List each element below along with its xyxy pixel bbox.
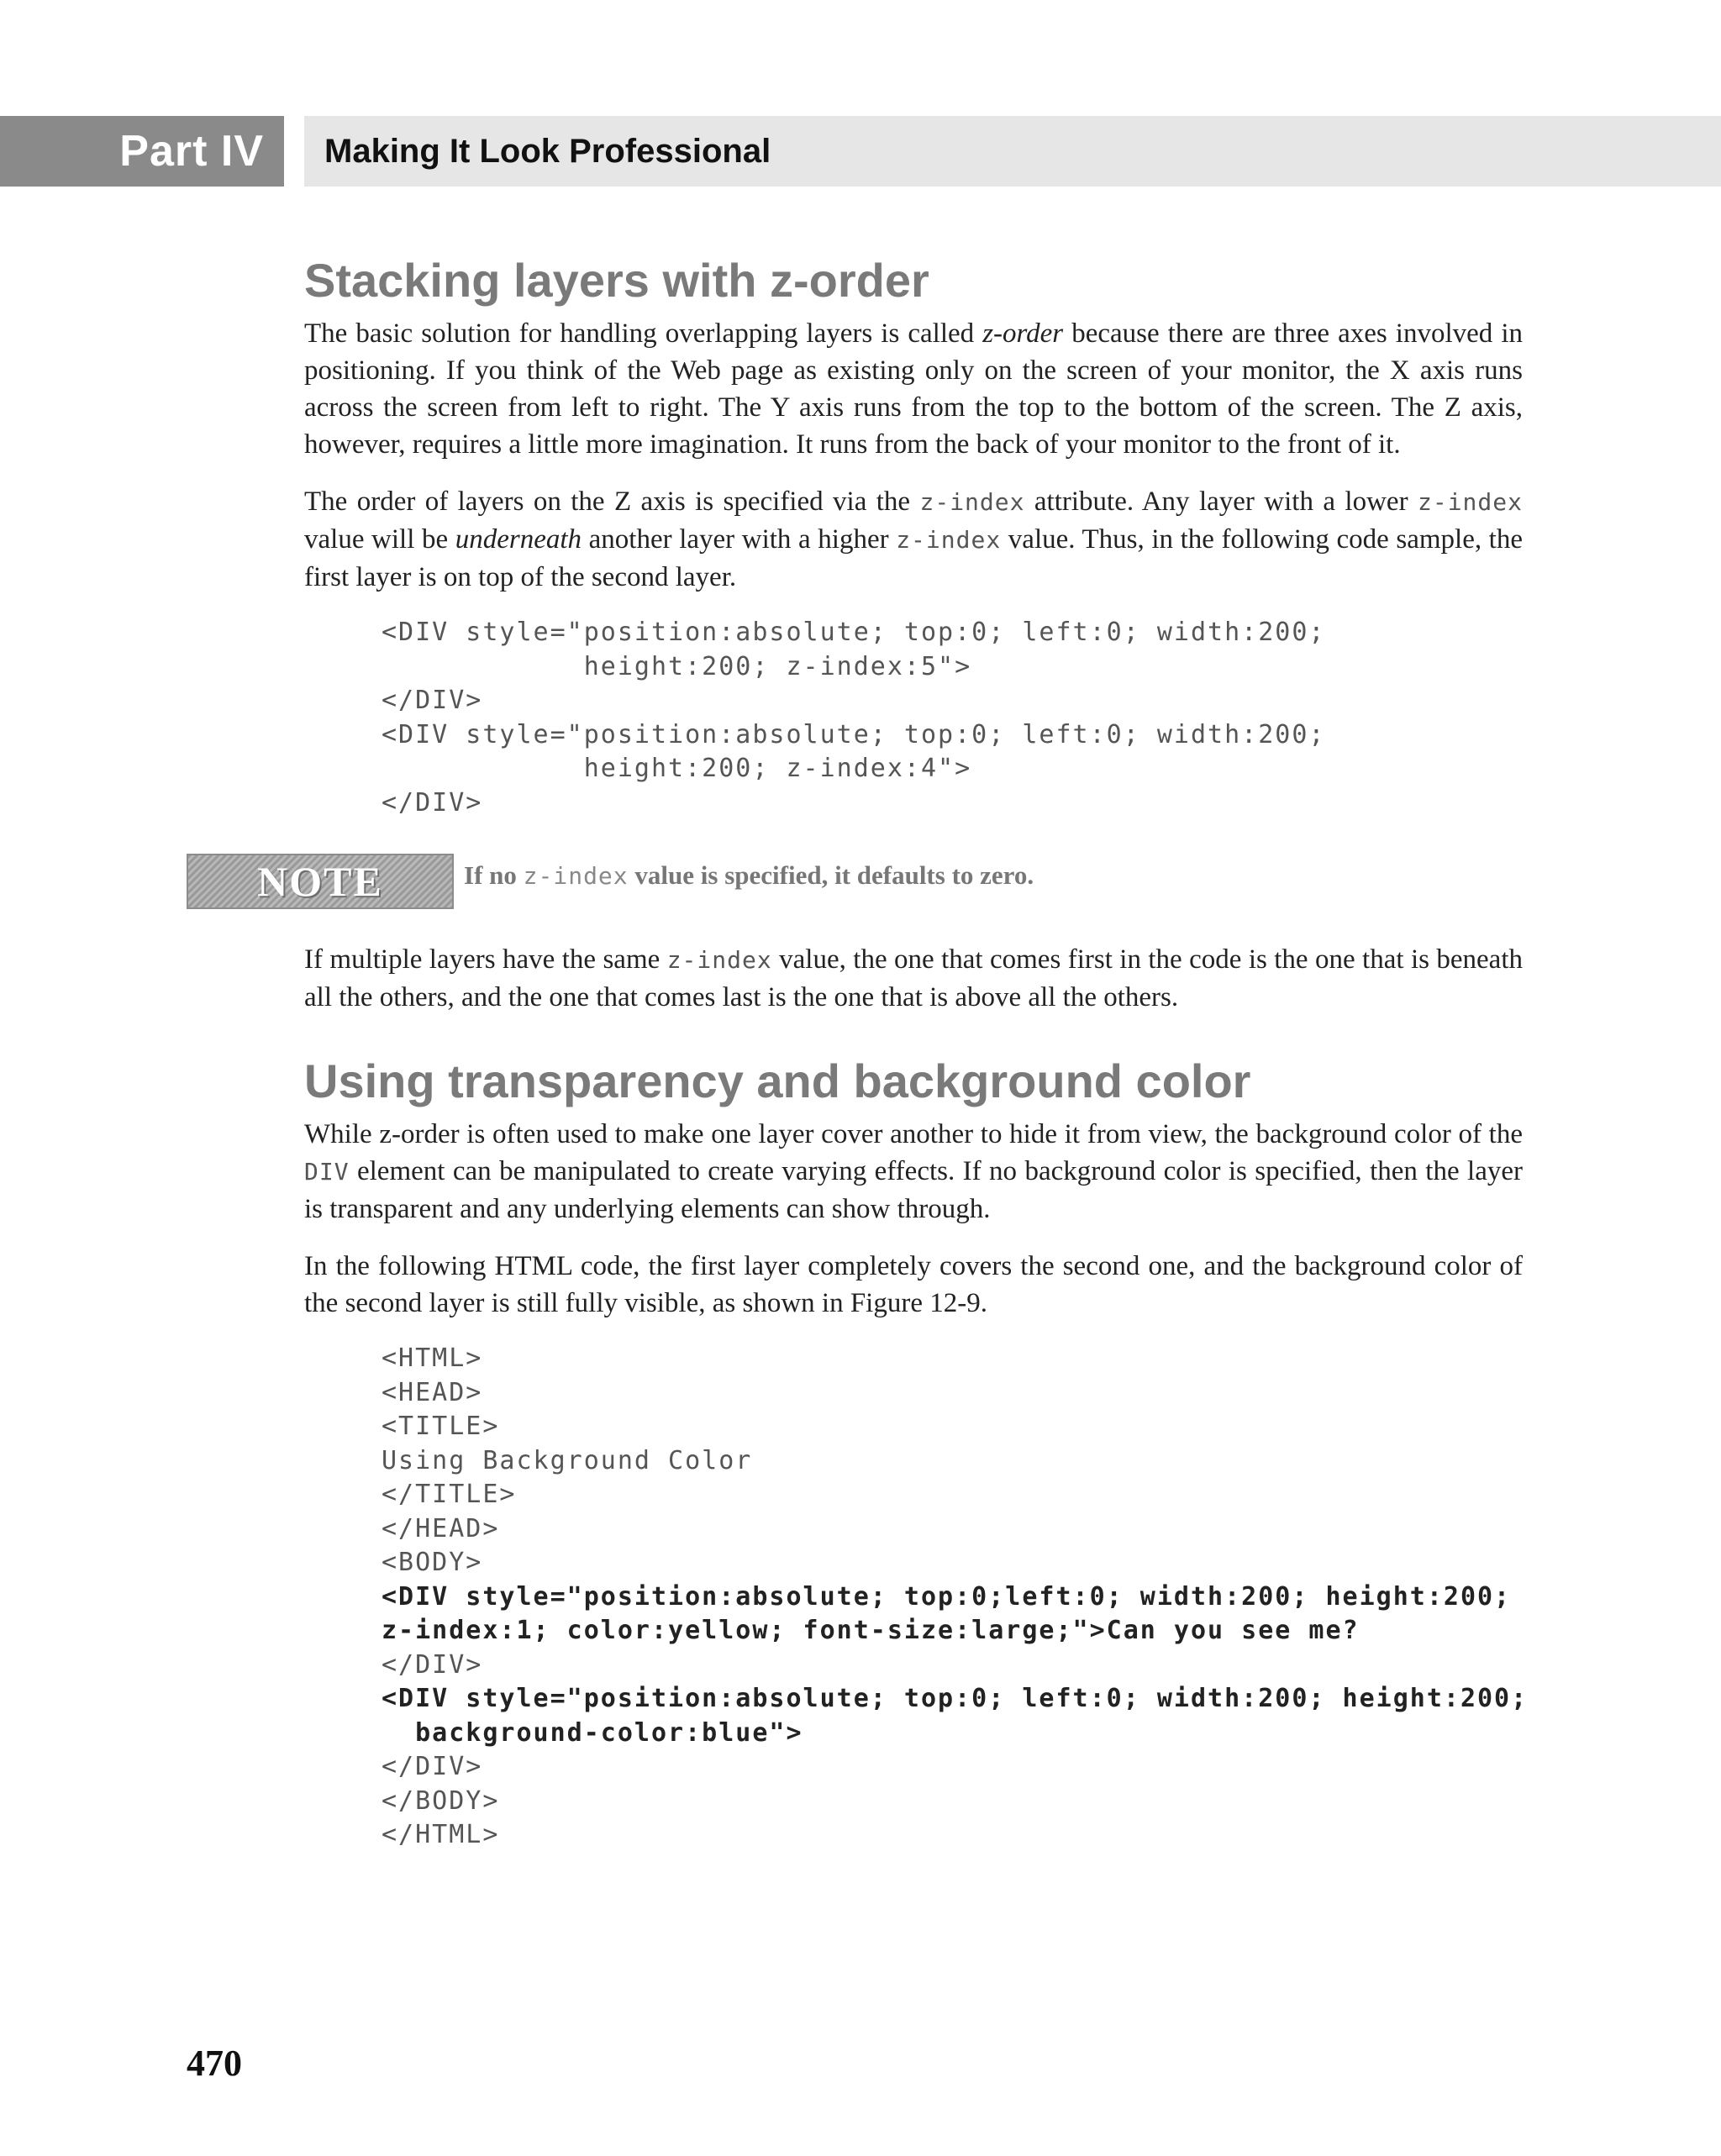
- text-run: If multiple layers have the same: [304, 944, 667, 975]
- code-line-highlighted: <DIV style="position:absolute; top:0; left:0; width:200; height:200;: [382, 1684, 1529, 1714]
- code-line: <HEAD>: [382, 1377, 483, 1407]
- inline-code: z-index: [666, 946, 772, 975]
- paragraph-z-index: [304, 483, 1523, 596]
- code-listing-background-color: [382, 1342, 1529, 1853]
- running-header: [304, 116, 1721, 187]
- emphasis-term: underneath: [455, 524, 582, 555]
- text-run: attribute. Any layer with a lower: [1024, 486, 1418, 518]
- code-line: <TITLE>: [382, 1412, 500, 1442]
- code-line: </BODY>: [382, 1785, 500, 1816]
- code-line: </DIV>: [382, 787, 483, 818]
- part-label: Part IV: [119, 127, 264, 176]
- code-line: </DIV>: [382, 1752, 483, 1782]
- code-line: </TITLE>: [382, 1480, 517, 1510]
- code-line: </HTML>: [382, 1820, 500, 1850]
- text-run: While z-order is often used to make one layer cover another to hide it from view, the background color of the: [304, 1119, 1523, 1150]
- text-run: If no: [464, 860, 524, 891]
- code-listing-z-index: [382, 616, 1523, 820]
- section-heading-z-order: Stacking layers with z-order: [304, 254, 929, 307]
- text-run: value. Thus, in the following code sample, the first layer is on top of the second layer.: [304, 524, 1523, 593]
- code-line-highlighted: background-color:blue">: [382, 1717, 803, 1748]
- code-line: <DIV style="position:absolute; top:0; left:0; width:200;: [382, 719, 1326, 749]
- code-line: <BODY>: [382, 1548, 483, 1578]
- emphasis-term: z-order: [982, 318, 1064, 350]
- note-text: [464, 860, 1034, 891]
- text-run: value is specified, it defaults to zero.: [628, 860, 1034, 891]
- text-run: The basic solution for handling overlapping layers is called: [304, 318, 983, 350]
- page-content: [257, 252, 1529, 1886]
- paragraph-z-order-intro: [304, 315, 1523, 463]
- chapter-title: Making It Look Professional: [324, 132, 771, 170]
- paragraph-same-z-index: [304, 941, 1523, 1016]
- text-run: value, the one that comes first in the code is the one that is beneath all the others, and the one that comes last is the one that is above all the others.: [304, 944, 1523, 1013]
- code-line: <DIV style="position:absolute; top:0; left:0; width:200;: [382, 618, 1326, 648]
- note-badge-label: NOTE: [257, 858, 383, 906]
- code-line: Using Background Color: [382, 1445, 753, 1475]
- code-line: height:200; z-index:5">: [382, 651, 972, 681]
- text-run: element can be manipulated to create varying effects. If no background color is specified, then the layer is transparent and any underlying elements can show through.: [304, 1156, 1523, 1225]
- code-line-highlighted: z-index:1; color:yellow; font-size:large;">Can you see me?: [382, 1616, 1360, 1646]
- code-line: </DIV>: [382, 1649, 483, 1680]
- inline-code: z-index: [896, 526, 1002, 555]
- code-line: height:200; z-index:4">: [382, 754, 972, 784]
- part-tab: [0, 116, 284, 187]
- paragraph-background-color: [304, 1116, 1523, 1228]
- code-line: </HEAD>: [382, 1513, 500, 1543]
- page-number: 470: [187, 2043, 242, 2084]
- inline-code: z-index: [523, 862, 629, 891]
- paragraph-figure-ref: In the following HTML code, the first layer completely covers the second one, and the background color of the second layer is still fully visible, as shown in Figure 12-9.: [304, 1251, 1523, 1319]
- code-line: <HTML>: [382, 1344, 483, 1374]
- section-heading-transparency: Using transparency and background color: [304, 1054, 1251, 1108]
- inline-code: z-index: [919, 488, 1025, 517]
- code-line: </DIV>: [382, 686, 483, 716]
- inline-code: z-index: [1417, 488, 1523, 517]
- inline-code: DIV: [304, 1158, 350, 1186]
- note-callout: [257, 854, 1523, 918]
- code-line-highlighted: <DIV style="position:absolute; top:0;left:0; width:200; height:200;: [382, 1581, 1512, 1612]
- text-run: because there are three axes involved in positioning. If you think of the Web page as existing only on the screen of your monitor, the X axis runs across the screen from left to right. The Y axis runs from the top to the bottom of the screen. The Z axis, however, requires a little more imagination. It runs from the back of your monitor to the front of it.: [304, 318, 1524, 460]
- note-badge: [187, 854, 454, 909]
- text-run: another layer with a higher: [582, 524, 897, 555]
- text-run: value will be: [304, 524, 455, 555]
- text-run: The order of layers on the Z axis is specified via the: [304, 486, 920, 518]
